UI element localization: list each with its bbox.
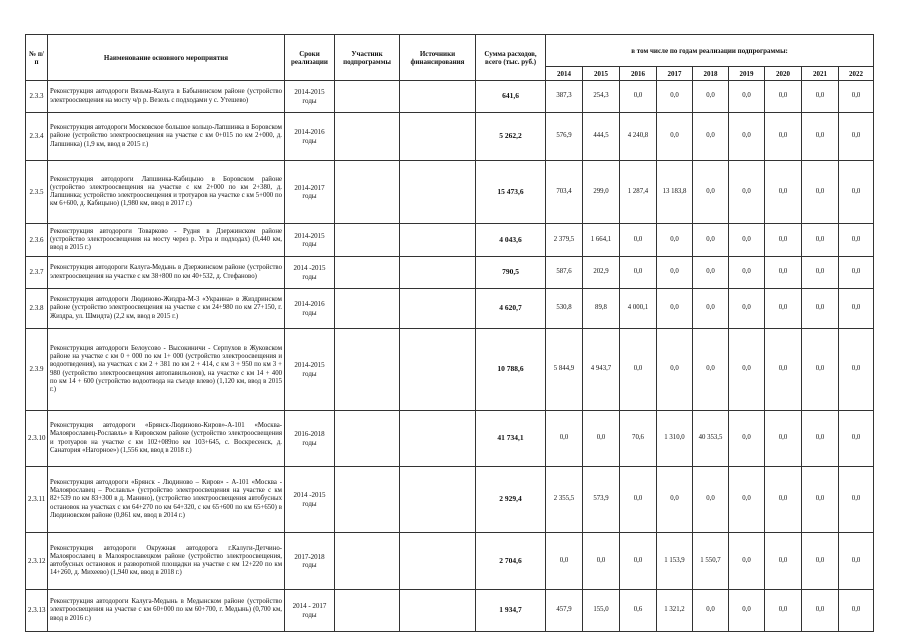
row-year-value: 0,0: [839, 590, 874, 632]
row-source: [400, 289, 476, 329]
row-year-value: 1 287,4: [620, 161, 657, 224]
row-number: 2.3.11: [26, 467, 48, 533]
row-year-value: 155,0: [583, 590, 620, 632]
row-year-value: 0,0: [765, 81, 802, 113]
row-period: 2014-2015 годы: [285, 81, 335, 113]
table-row: [26, 533, 874, 590]
row-number: 2.3.7: [26, 257, 48, 289]
row-year-value: 0,0: [765, 224, 802, 257]
row-year-value: 0,0: [657, 81, 693, 113]
row-year-value: 0,0: [620, 224, 657, 257]
row-year-value: 530,8: [546, 289, 583, 329]
row-source: [400, 411, 476, 467]
row-source: [400, 467, 476, 533]
row-year-value: 0,0: [802, 224, 839, 257]
row-description: Реконструкция автодороги «Брянск - Людиново – Киров» - А-101 «Москва - Малоярославец – Рославль» (устройство электроосвещения на участке с км 82+539 по км 83+300 в д. Манино), (устройство электроосвещения автобусных остановок на участках с км 64+270 по км 64+320, с км 65+600 по км 65+650) в Людиновском районе (0,861 км, ввод в 2014 г.): [48, 467, 285, 533]
row-year-value: 0,0: [693, 590, 729, 632]
row-year-value: 0,0: [729, 257, 765, 289]
row-year-value: 0,0: [583, 533, 620, 590]
header-years-group: в том числе по годам реализации подпрограммы:: [546, 35, 874, 67]
row-year-value: 0,0: [802, 329, 839, 411]
row-number: 2.3.5: [26, 161, 48, 224]
row-year-value: 4 000,1: [620, 289, 657, 329]
row-year-value: 0,0: [693, 81, 729, 113]
row-year-value: 0,0: [802, 411, 839, 467]
row-source: [400, 533, 476, 590]
row-number: 2.3.12: [26, 533, 48, 590]
row-year-value: 0,0: [693, 467, 729, 533]
row-description: Реконструкция автодороги Калуга-Медынь в Дзержинском районе (устройство электроосвещения на участке с км 38+800 по км 40+532, д. Стефаново): [48, 257, 285, 289]
row-total: 10 788,6: [476, 329, 546, 411]
row-number: 2.3.6: [26, 224, 48, 257]
row-year-value: 0,0: [729, 329, 765, 411]
year-header: 2019: [729, 67, 765, 81]
row-total: 5 262,2: [476, 113, 546, 161]
year-header: 2017: [657, 67, 693, 81]
row-year-value: 0,0: [839, 533, 874, 590]
row-total: 15 473,6: [476, 161, 546, 224]
row-year-value: 1 153,9: [657, 533, 693, 590]
row-year-value: 0,0: [657, 257, 693, 289]
row-year-value: 703,4: [546, 161, 583, 224]
row-period: 2014-2015 годы: [285, 329, 335, 411]
row-year-value: 0,0: [839, 224, 874, 257]
row-year-value: 0,0: [729, 161, 765, 224]
row-source: [400, 81, 476, 113]
row-year-value: 444,5: [583, 113, 620, 161]
row-year-value: 0,0: [620, 467, 657, 533]
row-year-value: 5 844,9: [546, 329, 583, 411]
row-year-value: 4 240,8: [620, 113, 657, 161]
row-total: 641,6: [476, 81, 546, 113]
row-year-value: 2 379,5: [546, 224, 583, 257]
year-header: 2022: [839, 67, 874, 81]
row-year-value: 457,9: [546, 590, 583, 632]
row-participant: [335, 590, 400, 632]
row-year-value: 0,0: [839, 81, 874, 113]
row-year-value: 0,0: [802, 289, 839, 329]
row-year-value: 0,0: [729, 533, 765, 590]
row-number: 2.3.9: [26, 329, 48, 411]
row-period: 2014-2016 годы: [285, 289, 335, 329]
row-year-value: 0,0: [839, 113, 874, 161]
header-name: Наименование основного мероприятия: [48, 35, 285, 81]
row-period: 2014-2016 годы: [285, 113, 335, 161]
row-period: 2017-2018 годы: [285, 533, 335, 590]
header-source: Источники финансирования: [400, 35, 476, 81]
row-year-value: 1 550,7: [693, 533, 729, 590]
table-row: [26, 161, 874, 224]
table-row: [26, 411, 874, 467]
row-year-value: 0,0: [802, 590, 839, 632]
row-participant: [335, 467, 400, 533]
row-year-value: 0,0: [839, 411, 874, 467]
year-header: 2014: [546, 67, 583, 81]
row-year-value: 0,0: [765, 289, 802, 329]
row-participant: [335, 533, 400, 590]
row-number: 2.3.3: [26, 81, 48, 113]
row-participant: [335, 161, 400, 224]
row-total: 2 929,4: [476, 467, 546, 533]
header-period: Сроки реализации: [285, 35, 335, 81]
row-year-value: 1 664,1: [583, 224, 620, 257]
row-year-value: 0,0: [693, 329, 729, 411]
row-year-value: 0,0: [802, 257, 839, 289]
year-header: 2021: [802, 67, 839, 81]
row-total: 41 734,1: [476, 411, 546, 467]
year-header: 2016: [620, 67, 657, 81]
row-year-value: 0,0: [693, 289, 729, 329]
row-year-value: 0,0: [839, 467, 874, 533]
row-description: Реконструкция автодороги Лапшинка-Кабицыно в Боровском районе (устройство электроосвещения на участке с км 2+000 по км 2+380, д. Лапшинка; устройство электроосвещения и тротуаров на участке с км 5+000 по км 6+600, д. Кабицыно) (1,980 км, ввод в 2017 г.): [48, 161, 285, 224]
row-source: [400, 257, 476, 289]
row-year-value: 40 353,5: [693, 411, 729, 467]
row-year-value: 0,0: [620, 257, 657, 289]
row-period: 2014-2017 годы: [285, 161, 335, 224]
row-year-value: 0,0: [693, 257, 729, 289]
row-description: Реконструкция автодороги Окружная автодорога г.Калуги-Детчино-Малоярославец в Малоярославецком районе (устройство электроосвещения, автобусных остановок и разворотной площадки на участке с км 12+220 по км 14+260, д. Михеево) (1,940 км, ввод в 2018 г.): [48, 533, 285, 590]
row-description: Реконструкция автодороги Московское большое кольцо-Лапшинка в Боровском районе (устройство электроосвещения на участке с км 0+015 по км 2+000, д. Лапшинка) (1,9 км, ввод в 2015 г.): [48, 113, 285, 161]
row-year-value: 0,6: [620, 590, 657, 632]
header-participant: Участник подпрограммы: [335, 35, 400, 81]
row-year-value: 576,9: [546, 113, 583, 161]
row-year-value: 0,0: [729, 113, 765, 161]
table-row: [26, 590, 874, 632]
row-year-value: 573,9: [583, 467, 620, 533]
row-year-value: 202,9: [583, 257, 620, 289]
row-year-value: 0,0: [729, 81, 765, 113]
table-row: [26, 257, 874, 289]
year-header: 2018: [693, 67, 729, 81]
row-year-value: 0,0: [765, 411, 802, 467]
row-year-value: 0,0: [729, 590, 765, 632]
row-total: 1 934,7: [476, 590, 546, 632]
row-year-value: 89,8: [583, 289, 620, 329]
row-source: [400, 161, 476, 224]
row-period: 2014-2015 годы: [285, 224, 335, 257]
row-source: [400, 329, 476, 411]
row-year-value: 0,0: [693, 224, 729, 257]
row-total: 790,5: [476, 257, 546, 289]
row-year-value: 299,0: [583, 161, 620, 224]
row-year-value: 0,0: [657, 329, 693, 411]
row-period: 2016-2018 годы: [285, 411, 335, 467]
row-year-value: 0,0: [693, 161, 729, 224]
row-year-value: 0,0: [729, 467, 765, 533]
row-year-value: 0,0: [802, 113, 839, 161]
table-row: [26, 113, 874, 161]
row-description: Реконструкция автодороги Товарково - Рудня в Дзержинском районе (устройство электроосвещения на мосту через р. Угра и подходах) (0,440 км, ввод в 2015 г.): [48, 224, 285, 257]
row-year-value: 0,0: [765, 467, 802, 533]
row-year-value: 0,0: [729, 289, 765, 329]
header-row: [26, 35, 874, 67]
row-participant: [335, 81, 400, 113]
row-year-value: 0,0: [839, 161, 874, 224]
row-year-value: 13 183,8: [657, 161, 693, 224]
row-period: 2014 -2015 годы: [285, 467, 335, 533]
row-year-value: 0,0: [729, 224, 765, 257]
row-year-value: 0,0: [657, 289, 693, 329]
row-year-value: 387,3: [546, 81, 583, 113]
row-year-value: 254,3: [583, 81, 620, 113]
header-num: № п/п: [26, 35, 48, 81]
row-year-value: 587,6: [546, 257, 583, 289]
row-participant: [335, 411, 400, 467]
row-participant: [335, 224, 400, 257]
row-year-value: 0,0: [765, 329, 802, 411]
row-description: Реконструкция автодороги Людиново-Жиздра-М-3 «Украина» в Жиздринском районе (устройство электроосвещения на участке с км 24+980 по км 27+150, г. Жиздра, ул. Шмидта) (2,2 км, ввод в 2015 г.): [48, 289, 285, 329]
table-row: [26, 289, 874, 329]
row-period: 2014 -2015 годы: [285, 257, 335, 289]
row-participant: [335, 289, 400, 329]
row-source: [400, 113, 476, 161]
row-year-value: 1 310,0: [657, 411, 693, 467]
row-number: 2.3.4: [26, 113, 48, 161]
row-year-value: 0,0: [583, 411, 620, 467]
row-year-value: 0,0: [765, 161, 802, 224]
row-participant: [335, 257, 400, 289]
row-period: 2014 - 2017 годы: [285, 590, 335, 632]
row-participant: [335, 113, 400, 161]
row-year-value: 0,0: [802, 467, 839, 533]
row-year-value: 0,0: [657, 224, 693, 257]
row-year-value: 70,6: [620, 411, 657, 467]
table-row: [26, 329, 874, 411]
row-year-value: 2 355,5: [546, 467, 583, 533]
row-year-value: 0,0: [620, 329, 657, 411]
subprogram-table: [25, 34, 874, 632]
row-total: 2 704,6: [476, 533, 546, 590]
row-year-value: 0,0: [546, 411, 583, 467]
row-description: Реконструкция автодороги Вязьма-Калуга в Бабынинском районе (устройство электроосвещения на мосту ч/р р. Везель с подходами у с. Утешево): [48, 81, 285, 113]
table-row: [26, 467, 874, 533]
row-year-value: 0,0: [693, 113, 729, 161]
year-header: 2020: [765, 67, 802, 81]
row-year-value: 0,0: [620, 533, 657, 590]
row-total: 4 043,6: [476, 224, 546, 257]
row-year-value: 0,0: [765, 257, 802, 289]
table-row: [26, 81, 874, 113]
row-year-value: 0,0: [839, 257, 874, 289]
row-year-value: 0,0: [839, 289, 874, 329]
row-participant: [335, 329, 400, 411]
row-description: Реконструкция автодороги Калуга-Медынь в Медынском районе (устройство электроосвещения на участке с км 60+000 по км 60+700, г. Медынь) (0,700 км, ввод в 2016 г.): [48, 590, 285, 632]
row-year-value: 0,0: [765, 533, 802, 590]
row-number: 2.3.8: [26, 289, 48, 329]
row-year-value: 0,0: [802, 533, 839, 590]
row-source: [400, 224, 476, 257]
row-year-value: 0,0: [546, 533, 583, 590]
year-header: 2015: [583, 67, 620, 81]
row-total: 4 620,7: [476, 289, 546, 329]
row-year-value: 4 943,7: [583, 329, 620, 411]
row-year-value: 0,0: [657, 467, 693, 533]
row-year-value: 0,0: [765, 113, 802, 161]
row-year-value: 0,0: [729, 411, 765, 467]
table-row: [26, 224, 874, 257]
row-source: [400, 590, 476, 632]
row-year-value: 0,0: [765, 590, 802, 632]
row-year-value: 0,0: [802, 161, 839, 224]
row-number: 2.3.10: [26, 411, 48, 467]
row-number: 2.3.13: [26, 590, 48, 632]
row-year-value: 0,0: [620, 81, 657, 113]
row-description: Реконструкция автодороги «Брянск-Людиново-Киров»-А-101 «Москва-Малоярославец-Рославль» в Кировском районе (устройство электроосвещения и тротуаров на участке с км 102+089по км 103+645, с. Воскресенск, д. Санатория «Нагорное») (1,556 км, ввод в 2018 г.): [48, 411, 285, 467]
row-year-value: 0,0: [839, 329, 874, 411]
row-description: Реконструкция автодороги Белоусово - Высокиничи - Серпухов в Жуковском районе на участке с км 0 + 000 по км 1+ 000 (устройство электроосвещения и водоотведения), на участках с км 2 + 381 по км 2 + 414, с км 3 + 950 по км 3 + 980 (устройство электроосвещения автопавильонов), на участке с км 14 + 400 по км 14 + 600 (устройство водоотвода на съезде влево) (1,120 км, ввод в 2015 г.): [48, 329, 285, 411]
row-year-value: 0,0: [802, 81, 839, 113]
row-year-value: 0,0: [657, 113, 693, 161]
header-total: Сумма расходов, всего (тыс. руб.): [476, 35, 546, 81]
row-year-value: 1 321,2: [657, 590, 693, 632]
